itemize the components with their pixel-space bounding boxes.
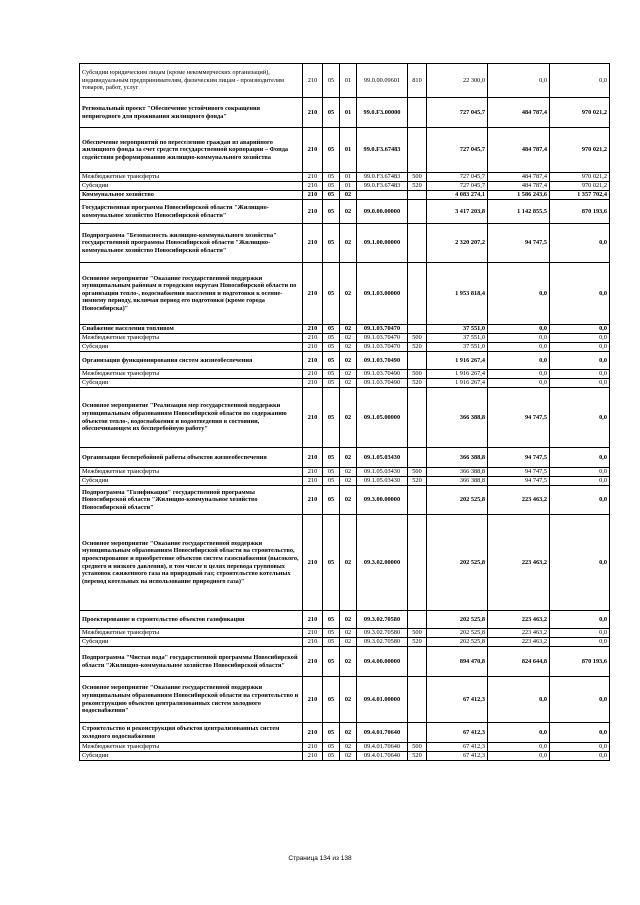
row-name-cell: Подпрограмма "Чистая вода" государственной программы Новосибирской области "Жилищно-коммунальное хозяйство Новосибирской области" <box>80 647 303 677</box>
row-expense-type-cell: 500 <box>408 334 427 343</box>
row-amount-2-cell: 1 586 243,6 <box>488 191 550 200</box>
row-section-cell: 05 <box>323 448 340 468</box>
row-name-cell: Межбюджетные трансферты <box>80 743 303 752</box>
row-section-cell: 05 <box>323 263 340 325</box>
row-subsection-cell: 01 <box>340 64 357 98</box>
row-amount-2-cell: 223 463,2 <box>488 515 550 611</box>
row-name-cell: Основное мероприятие "Оказание государственной поддержки муниципальным образованиям Новосибирской области на строительство и реконструкцию объектов централизованных систем холодного водоснабжения" <box>80 677 303 723</box>
row-target-article-cell: 09.1.03.70470 <box>357 334 408 343</box>
row-section-cell: 05 <box>323 64 340 98</box>
row-admin-code-cell: 210 <box>303 468 323 477</box>
row-subsection-cell: 02 <box>340 752 357 761</box>
row-expense-type-cell <box>408 224 427 263</box>
row-amount-2-cell: 223 463,2 <box>488 638 550 647</box>
table-row <box>80 191 610 200</box>
row-amount-3-cell: 0,0 <box>550 486 610 515</box>
row-amount-3-cell: 0,0 <box>550 515 610 611</box>
row-expense-type-cell <box>408 611 427 629</box>
row-target-article-cell: 09.3.02.70580 <box>357 629 408 638</box>
row-admin-code-cell: 210 <box>303 200 323 224</box>
row-expense-type-cell <box>408 486 427 515</box>
row-amount-3-cell: 0,0 <box>550 379 610 388</box>
row-amount-2-cell: 94 747,5 <box>488 448 550 468</box>
row-amount-2-cell: 0,0 <box>488 379 550 388</box>
row-section-cell: 05 <box>323 173 340 182</box>
row-subsection-cell: 01 <box>340 182 357 191</box>
row-subsection-cell: 02 <box>340 200 357 224</box>
row-amount-2-cell: 94 747,5 <box>488 477 550 486</box>
row-subsection-cell: 02 <box>340 343 357 352</box>
row-admin-code-cell: 210 <box>303 64 323 98</box>
table-row <box>80 370 610 379</box>
row-expense-type-cell: 500 <box>408 370 427 379</box>
table-row <box>80 486 610 515</box>
row-expense-type-cell <box>408 263 427 325</box>
row-amount-2-cell: 484 787,4 <box>488 98 550 128</box>
row-amount-2-cell: 0,0 <box>488 370 550 379</box>
row-subsection-cell: 02 <box>340 388 357 448</box>
table-row <box>80 224 610 263</box>
row-admin-code-cell: 210 <box>303 647 323 677</box>
row-expense-type-cell <box>408 191 427 200</box>
row-amount-1-cell: 727 045,7 <box>427 182 488 191</box>
row-target-article-cell: 09.4.00.00000 <box>357 647 408 677</box>
table-row <box>80 98 610 128</box>
table-row <box>80 182 610 191</box>
row-subsection-cell: 02 <box>340 647 357 677</box>
row-expense-type-cell: 520 <box>408 477 427 486</box>
row-name-cell: Субсидии <box>80 638 303 647</box>
row-amount-3-cell: 970 021,2 <box>550 128 610 173</box>
row-admin-code-cell: 210 <box>303 379 323 388</box>
row-amount-3-cell: 970 021,2 <box>550 173 610 182</box>
row-target-article-cell: 09.0.00.00000 <box>357 200 408 224</box>
row-admin-code-cell: 210 <box>303 370 323 379</box>
row-amount-3-cell: 0,0 <box>550 677 610 723</box>
row-name-cell: Субсидии юридическим лицам (кроме некоммерческих организаций), индивидуальным предпринимателям, физическим лицам - производителям товаров, работ, услуг <box>80 64 303 98</box>
row-amount-2-cell: 0,0 <box>488 723 550 743</box>
row-amount-3-cell: 0,0 <box>550 752 610 761</box>
row-name-cell: Основное мероприятие "Реализация мер государственной поддержки муниципальным образованиям Новосибирской области по содержанию объектов тепло-, водоснабжения и водоотведения в состоянии, обеспечивающем их бесперебойную работу" <box>80 388 303 448</box>
row-amount-2-cell: 223 463,2 <box>488 629 550 638</box>
row-section-cell: 05 <box>323 743 340 752</box>
row-admin-code-cell: 210 <box>303 224 323 263</box>
row-target-article-cell: 09.3.02.70580 <box>357 611 408 629</box>
row-amount-3-cell: 1 357 702,4 <box>550 191 610 200</box>
row-amount-2-cell: 0,0 <box>488 343 550 352</box>
row-section-cell: 05 <box>323 723 340 743</box>
row-expense-type-cell: 520 <box>408 379 427 388</box>
row-expense-type-cell <box>408 723 427 743</box>
row-amount-3-cell: 0,0 <box>550 388 610 448</box>
row-expense-type-cell <box>408 128 427 173</box>
row-section-cell: 05 <box>323 325 340 334</box>
row-subsection-cell: 02 <box>340 638 357 647</box>
row-section-cell: 05 <box>323 486 340 515</box>
row-amount-3-cell: 0,0 <box>550 343 610 352</box>
row-amount-2-cell: 484 787,4 <box>488 128 550 173</box>
row-amount-1-cell: 202 525,8 <box>427 515 488 611</box>
row-subsection-cell: 02 <box>340 468 357 477</box>
row-amount-3-cell: 870 193,6 <box>550 200 610 224</box>
table-row <box>80 448 610 468</box>
row-name-cell: Основное мероприятие "Оказание государственной поддержки муниципальным образованиям Новосибирской области на строительство, проектирование и приобретение объектов систем газоснабжения (высокого, среднего и низкого давления), в том числе в целях перевода групповых установок сжиженного газа на природный газ; строительство котельных (перевод котельных на использование природного газа)" <box>80 515 303 611</box>
row-amount-3-cell: 0,0 <box>550 224 610 263</box>
row-target-article-cell: 09.1.05.03430 <box>357 477 408 486</box>
row-subsection-cell: 02 <box>340 486 357 515</box>
row-section-cell: 05 <box>323 224 340 263</box>
table-row <box>80 263 610 325</box>
row-amount-3-cell: 0,0 <box>550 370 610 379</box>
table-row <box>80 388 610 448</box>
row-subsection-cell: 02 <box>340 191 357 200</box>
row-amount-1-cell: 1 953 818,4 <box>427 263 488 325</box>
row-admin-code-cell: 210 <box>303 477 323 486</box>
row-target-article-cell: 09.1.05.03430 <box>357 448 408 468</box>
row-admin-code-cell: 210 <box>303 352 323 370</box>
row-amount-3-cell: 0,0 <box>550 263 610 325</box>
row-name-cell: Снабжение населения топливом <box>80 325 303 334</box>
row-target-article-cell: 09.1.03.70490 <box>357 379 408 388</box>
row-amount-1-cell: 67 412,3 <box>427 677 488 723</box>
row-admin-code-cell: 210 <box>303 98 323 128</box>
row-admin-code-cell: 210 <box>303 191 323 200</box>
row-target-article-cell: 09.4.01.00000 <box>357 677 408 723</box>
row-expense-type-cell <box>408 352 427 370</box>
row-name-cell: Организация бесперебойной работы объектов жизнеобеспечения <box>80 448 303 468</box>
row-admin-code-cell: 210 <box>303 638 323 647</box>
row-subsection-cell: 01 <box>340 128 357 173</box>
row-amount-3-cell: 0,0 <box>550 477 610 486</box>
row-amount-2-cell: 0,0 <box>488 325 550 334</box>
table-row <box>80 352 610 370</box>
row-expense-type-cell: 500 <box>408 468 427 477</box>
row-name-cell: Подпрограмма "Безопасность жилищно-коммунального хозяйства" государственной программы Новосибирской области "Жилищно-коммунальное хозяйство Новосибирской области" <box>80 224 303 263</box>
row-amount-1-cell: 37 551,0 <box>427 343 488 352</box>
row-name-cell: Субсидии <box>80 379 303 388</box>
row-section-cell: 05 <box>323 677 340 723</box>
row-amount-1-cell: 727 045,7 <box>427 128 488 173</box>
row-name-cell: Подпрограмма "Газификация" государственной программы Новосибирской области "Жилищно-коммунальное хозяйство Новосибирской области" <box>80 486 303 515</box>
row-amount-3-cell: 0,0 <box>550 64 610 98</box>
row-expense-type-cell <box>408 448 427 468</box>
row-admin-code-cell: 210 <box>303 325 323 334</box>
row-subsection-cell: 02 <box>340 477 357 486</box>
row-section-cell: 05 <box>323 191 340 200</box>
row-amount-1-cell: 1 916 267,4 <box>427 370 488 379</box>
table-row <box>80 64 610 98</box>
table-row <box>80 677 610 723</box>
row-admin-code-cell: 210 <box>303 343 323 352</box>
row-amount-1-cell: 3 417 203,8 <box>427 200 488 224</box>
row-amount-1-cell: 202 525,8 <box>427 611 488 629</box>
row-name-cell: Основное мероприятие "Оказание государственной поддержки муниципальным районам и городским округам Новосибирской области по организации тепло-, водоснабжения населения и подготовки к осенне-зимнему периоду, включая период его подготовки (кроме города Новосибирска)" <box>80 263 303 325</box>
row-subsection-cell: 02 <box>340 370 357 379</box>
row-subsection-cell: 01 <box>340 98 357 128</box>
row-admin-code-cell: 210 <box>303 611 323 629</box>
row-section-cell: 05 <box>323 638 340 647</box>
row-amount-2-cell: 0,0 <box>488 334 550 343</box>
table-row <box>80 752 610 761</box>
row-expense-type-cell: 520 <box>408 752 427 761</box>
row-amount-1-cell: 894 470,8 <box>427 647 488 677</box>
row-section-cell: 05 <box>323 370 340 379</box>
row-name-cell: Межбюджетные трансферты <box>80 468 303 477</box>
row-amount-2-cell: 0,0 <box>488 752 550 761</box>
table-row <box>80 173 610 182</box>
row-amount-1-cell: 67 412,3 <box>427 743 488 752</box>
row-amount-2-cell: 484 787,4 <box>488 182 550 191</box>
row-expense-type-cell: 520 <box>408 182 427 191</box>
table-row <box>80 325 610 334</box>
row-name-cell: Организация функционирования систем жизнеобеспечения <box>80 352 303 370</box>
row-target-article-cell <box>357 191 408 200</box>
row-subsection-cell: 02 <box>340 379 357 388</box>
row-target-article-cell: 99.0.F3.67483 <box>357 182 408 191</box>
row-amount-3-cell: 870 193,6 <box>550 647 610 677</box>
row-admin-code-cell: 210 <box>303 629 323 638</box>
table-row <box>80 723 610 743</box>
row-section-cell: 05 <box>323 611 340 629</box>
row-amount-3-cell: 0,0 <box>550 352 610 370</box>
row-amount-2-cell: 1 142 855,5 <box>488 200 550 224</box>
row-target-article-cell: 09.1.05.00000 <box>357 388 408 448</box>
row-name-cell: Проектирование и строительство объектов газификации <box>80 611 303 629</box>
row-amount-3-cell: 970 021,2 <box>550 182 610 191</box>
table-row <box>80 629 610 638</box>
row-admin-code-cell: 210 <box>303 173 323 182</box>
row-section-cell: 05 <box>323 752 340 761</box>
row-amount-3-cell: 0,0 <box>550 334 610 343</box>
row-subsection-cell: 02 <box>340 515 357 611</box>
row-expense-type-cell <box>408 647 427 677</box>
row-target-article-cell: 09.4.01.70640 <box>357 752 408 761</box>
row-amount-2-cell: 824 644,8 <box>488 647 550 677</box>
row-amount-2-cell: 0,0 <box>488 263 550 325</box>
row-target-article-cell: 09.3.00.00000 <box>357 486 408 515</box>
budget-table <box>79 63 610 761</box>
row-section-cell: 05 <box>323 515 340 611</box>
row-amount-1-cell: 1 916 267,4 <box>427 352 488 370</box>
row-amount-3-cell: 0,0 <box>550 325 610 334</box>
row-target-article-cell: 09.1.03.70490 <box>357 352 408 370</box>
row-target-article-cell: 09.1.05.03430 <box>357 468 408 477</box>
row-amount-1-cell: 202 525,8 <box>427 486 488 515</box>
row-admin-code-cell: 210 <box>303 515 323 611</box>
row-target-article-cell: 09.1.00.00000 <box>357 224 408 263</box>
table-row <box>80 638 610 647</box>
row-expense-type-cell: 500 <box>408 743 427 752</box>
row-amount-1-cell: 727 045,7 <box>427 173 488 182</box>
row-subsection-cell: 02 <box>340 325 357 334</box>
row-name-cell: Обеспечение мероприятий по переселению граждан из аварийного жилищного фонда за счет средств государственной корпорации – Фонда содействия реформированию жилищно-коммунального хозяйства <box>80 128 303 173</box>
row-expense-type-cell: 520 <box>408 638 427 647</box>
row-admin-code-cell: 210 <box>303 182 323 191</box>
row-amount-3-cell: 0,0 <box>550 638 610 647</box>
row-section-cell: 05 <box>323 182 340 191</box>
row-target-article-cell: 09.1.03.00000 <box>357 263 408 325</box>
row-name-cell: Межбюджетные трансферты <box>80 629 303 638</box>
table-row <box>80 515 610 611</box>
row-name-cell: Межбюджетные трансферты <box>80 370 303 379</box>
row-target-article-cell: 09.1.03.70470 <box>357 343 408 352</box>
row-name-cell: Коммунальное хозяйство <box>80 191 303 200</box>
row-amount-1-cell: 1 916 267,4 <box>427 379 488 388</box>
row-section-cell: 05 <box>323 98 340 128</box>
row-admin-code-cell: 210 <box>303 263 323 325</box>
row-admin-code-cell: 210 <box>303 334 323 343</box>
row-amount-2-cell: 0,0 <box>488 677 550 723</box>
row-amount-2-cell: 0,0 <box>488 352 550 370</box>
row-subsection-cell: 02 <box>340 629 357 638</box>
row-subsection-cell: 02 <box>340 723 357 743</box>
row-name-cell: Государственная программа Новосибирской области "Жилищно-коммунальное хозяйство Новосибирской области" <box>80 200 303 224</box>
row-target-article-cell: 09.4.01.70640 <box>357 723 408 743</box>
row-amount-1-cell: 67 412,3 <box>427 723 488 743</box>
row-subsection-cell: 02 <box>340 611 357 629</box>
row-admin-code-cell: 210 <box>303 448 323 468</box>
row-section-cell: 05 <box>323 477 340 486</box>
table-row <box>80 128 610 173</box>
row-target-article-cell: 09.3.02.00000 <box>357 515 408 611</box>
table-row <box>80 743 610 752</box>
row-expense-type-cell <box>408 515 427 611</box>
row-amount-3-cell: 0,0 <box>550 611 610 629</box>
row-subsection-cell: 02 <box>340 743 357 752</box>
table-row <box>80 611 610 629</box>
row-name-cell: Межбюджетные трансферты <box>80 173 303 182</box>
row-expense-type-cell <box>408 388 427 448</box>
row-amount-1-cell: 67 412,3 <box>427 752 488 761</box>
row-expense-type-cell <box>408 677 427 723</box>
row-amount-1-cell: 4 083 274,1 <box>427 191 488 200</box>
row-subsection-cell: 02 <box>340 352 357 370</box>
row-subsection-cell: 01 <box>340 173 357 182</box>
table-row <box>80 379 610 388</box>
row-name-cell: Субсидии <box>80 343 303 352</box>
row-admin-code-cell: 210 <box>303 743 323 752</box>
row-section-cell: 05 <box>323 629 340 638</box>
table-row <box>80 647 610 677</box>
row-amount-1-cell: 2 320 207,2 <box>427 224 488 263</box>
page-number: Страница 134 из 138 <box>288 855 352 862</box>
row-amount-1-cell: 727 045,7 <box>427 98 488 128</box>
row-section-cell: 05 <box>323 128 340 173</box>
row-section-cell: 05 <box>323 200 340 224</box>
row-expense-type-cell: 500 <box>408 173 427 182</box>
row-admin-code-cell: 210 <box>303 677 323 723</box>
row-amount-2-cell: 94 747,5 <box>488 388 550 448</box>
table-row <box>80 200 610 224</box>
row-admin-code-cell: 210 <box>303 752 323 761</box>
row-subsection-cell: 02 <box>340 677 357 723</box>
row-admin-code-cell: 210 <box>303 388 323 448</box>
row-amount-1-cell: 22 300,0 <box>427 64 488 98</box>
row-target-article-cell: 09.1.03.70470 <box>357 325 408 334</box>
table-row <box>80 477 610 486</box>
row-amount-2-cell: 0,0 <box>488 64 550 98</box>
row-amount-2-cell: 94 747,5 <box>488 468 550 477</box>
row-section-cell: 05 <box>323 388 340 448</box>
row-amount-2-cell: 223 463,2 <box>488 611 550 629</box>
table-row <box>80 334 610 343</box>
row-subsection-cell: 02 <box>340 224 357 263</box>
row-admin-code-cell: 210 <box>303 486 323 515</box>
row-subsection-cell: 02 <box>340 448 357 468</box>
row-amount-1-cell: 202 525,8 <box>427 638 488 647</box>
row-target-article-cell: 99.0.F3.67483 <box>357 128 408 173</box>
row-admin-code-cell: 210 <box>303 723 323 743</box>
row-subsection-cell: 02 <box>340 334 357 343</box>
row-name-cell: Региональный проект "Обеспечение устойчивого сокращения непригодного для проживания жилищного фонда" <box>80 98 303 128</box>
row-amount-2-cell: 94 747,5 <box>488 224 550 263</box>
row-section-cell: 05 <box>323 468 340 477</box>
row-amount-3-cell: 0,0 <box>550 468 610 477</box>
row-name-cell: Субсидии <box>80 752 303 761</box>
row-target-article-cell: 99.0.00.09601 <box>357 64 408 98</box>
row-expense-type-cell <box>408 98 427 128</box>
row-target-article-cell: 09.3.02.70580 <box>357 638 408 647</box>
row-amount-1-cell: 202 525,8 <box>427 629 488 638</box>
row-amount-3-cell: 970 021,2 <box>550 98 610 128</box>
row-admin-code-cell: 210 <box>303 128 323 173</box>
row-amount-2-cell: 0,0 <box>488 743 550 752</box>
row-name-cell: Субсидии <box>80 477 303 486</box>
row-amount-1-cell: 37 551,0 <box>427 334 488 343</box>
row-section-cell: 05 <box>323 352 340 370</box>
row-target-article-cell: 99.0.F3.67483 <box>357 173 408 182</box>
row-name-cell: Межбюджетные трансферты <box>80 334 303 343</box>
row-expense-type-cell: 810 <box>408 64 427 98</box>
row-amount-1-cell: 37 551,0 <box>427 325 488 334</box>
table-row <box>80 343 610 352</box>
row-amount-3-cell: 0,0 <box>550 723 610 743</box>
row-amount-3-cell: 0,0 <box>550 629 610 638</box>
row-amount-2-cell: 223 463,2 <box>488 486 550 515</box>
row-amount-1-cell: 366 388,8 <box>427 388 488 448</box>
row-section-cell: 05 <box>323 334 340 343</box>
row-amount-3-cell: 0,0 <box>550 743 610 752</box>
row-target-article-cell: 09.4.01.70640 <box>357 743 408 752</box>
table-row <box>80 468 610 477</box>
row-subsection-cell: 02 <box>340 263 357 325</box>
row-expense-type-cell: 500 <box>408 629 427 638</box>
row-name-cell: Строительство и реконструкция объектов централизованных систем холодного водоснабжения <box>80 723 303 743</box>
row-section-cell: 05 <box>323 343 340 352</box>
row-name-cell: Субсидии <box>80 182 303 191</box>
row-target-article-cell: 09.1.03.70490 <box>357 370 408 379</box>
row-expense-type-cell: 520 <box>408 343 427 352</box>
row-amount-1-cell: 366 388,8 <box>427 468 488 477</box>
row-section-cell: 05 <box>323 379 340 388</box>
row-expense-type-cell <box>408 325 427 334</box>
row-amount-1-cell: 366 388,8 <box>427 477 488 486</box>
row-target-article-cell: 99.0.F3.00000 <box>357 98 408 128</box>
row-amount-3-cell: 0,0 <box>550 448 610 468</box>
row-section-cell: 05 <box>323 647 340 677</box>
row-expense-type-cell <box>408 200 427 224</box>
row-amount-1-cell: 366 388,8 <box>427 448 488 468</box>
row-amount-2-cell: 484 787,4 <box>488 173 550 182</box>
